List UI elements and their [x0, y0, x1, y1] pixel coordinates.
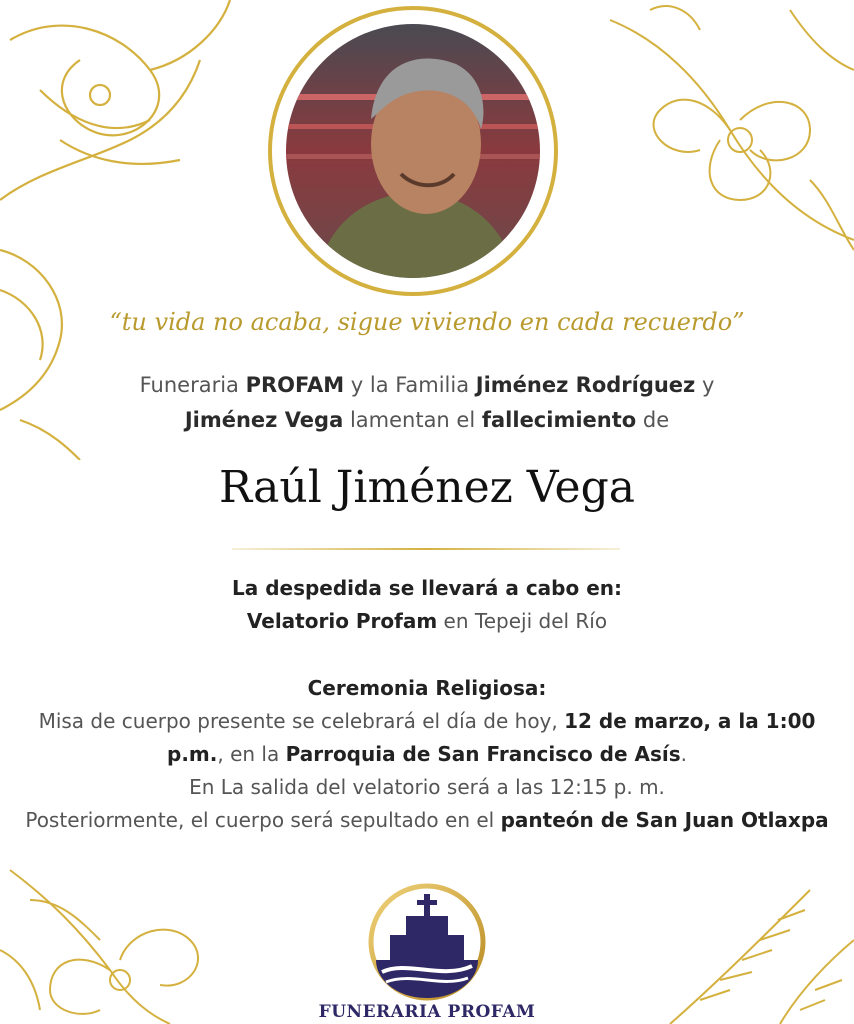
- mass-text: .: [680, 742, 687, 766]
- portrait-photo: [286, 24, 540, 278]
- ceremony-heading: Ceremonia Religiosa:: [307, 676, 547, 700]
- mass-place: Parroquia de San Francisco de Asís: [285, 742, 681, 766]
- mass-date: 12 de marzo, a la 1:00 p.m.: [167, 709, 816, 766]
- farewell-place: Velatorio Profam: [246, 609, 438, 633]
- intro-text: Funeraria: [139, 373, 246, 397]
- departure-text: En La salida del velatorio será a las 12:15 p. m.: [189, 775, 665, 799]
- gold-divider: [232, 548, 620, 550]
- portrait-frame: [268, 6, 558, 296]
- floral-bottom-left-decoration: [0, 860, 240, 1024]
- memorial-quote: “tu vida no acaba, sigue viviendo en cada recuerdo”: [109, 308, 745, 336]
- deceased-name: Raúl Jiménez Vega: [219, 462, 635, 513]
- intro-bold-family1: Jiménez Rodríguez: [475, 373, 696, 397]
- intro-text: y: [695, 373, 715, 397]
- intro-text: y la Familia: [344, 373, 476, 397]
- burial-place: panteón de San Juan Otlaxpa: [500, 808, 829, 832]
- intro-bold-family2: Jiménez Vega: [184, 408, 344, 432]
- condolence-message: [60, 368, 794, 438]
- farewell-place-location: en Tepeji del Río: [437, 609, 608, 633]
- intro-bold-profam: PROFAM: [245, 373, 345, 397]
- farewell-heading: La despedida se llevará a cabo en:: [231, 576, 622, 600]
- farewell-info: [20, 572, 834, 638]
- funeral-home-name: FUNERARIA PROFAM: [318, 1002, 536, 1022]
- intro-bold-fallecimiento: fallecimiento: [481, 408, 637, 432]
- mass-text: Misa de cuerpo presente se celebrará el día de hoy,: [38, 709, 565, 733]
- ceremony-info: [20, 672, 834, 837]
- mass-text: , en la: [217, 742, 286, 766]
- burial-text: Posteriormente, el cuerpo será sepultado en el: [25, 808, 501, 832]
- intro-text: lamentan el: [343, 408, 482, 432]
- chapel-cross-logo-icon: [362, 880, 492, 1005]
- intro-text: de: [636, 408, 670, 432]
- floral-top-right-decoration: [590, 0, 854, 270]
